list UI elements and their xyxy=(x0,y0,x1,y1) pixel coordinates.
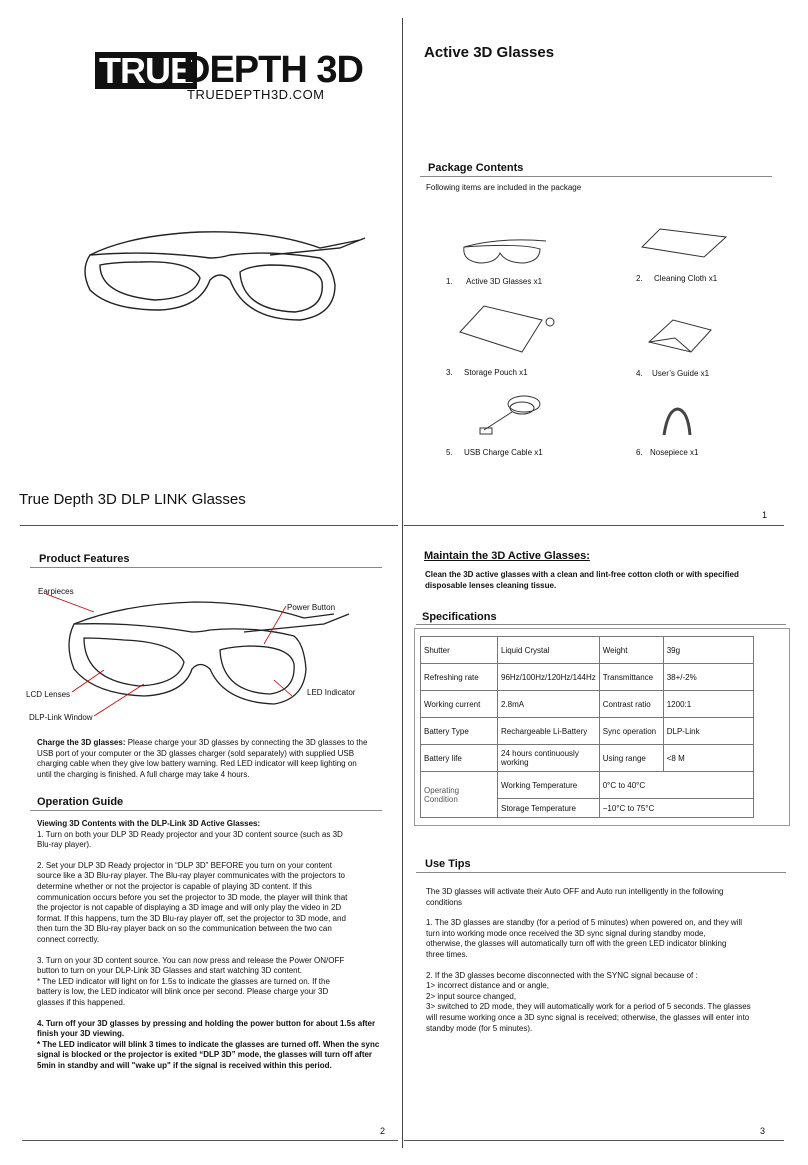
op-p1-line-1: 1. Turn on both your DLP 3D Ready projector and your 3D content source (such as 3D xyxy=(37,829,343,839)
tip1-line-4: three times. xyxy=(426,949,468,959)
spec-cell: Weight xyxy=(599,637,663,664)
bottom-divider-right xyxy=(404,1140,784,1141)
item-5-label: USB Charge Cable x1 xyxy=(464,448,543,457)
maintain-line-2: disposable lenses cleaning tissue. xyxy=(425,580,557,590)
item-6-num: 6. xyxy=(636,448,643,457)
item-5-num: 5. xyxy=(446,448,453,457)
op-p2-line-4: communication occurs before you set the projector to 3D mode, the player will think that xyxy=(37,892,348,902)
tips-intro-2: conditions xyxy=(426,897,463,907)
operation-subheading: Viewing 3D Contents with the DLP-Link 3D Active Glasses: xyxy=(37,819,261,828)
maintain-heading: Maintain the 3D Active Glasses: xyxy=(424,550,590,562)
spec-cell: Storage Temperature xyxy=(498,799,600,818)
spec-cell: Refreshing rate xyxy=(421,664,498,691)
op-p4-line-4: signal is blocked or the projector is exited “DLP 3D” mode, the glasses will turn off after xyxy=(37,1050,373,1060)
op-p4-line-1: 4. Turn off your 3D glasses by pressing and holding the power button for about 1.5s after xyxy=(37,1018,376,1028)
package-intro: Following items are included in the package xyxy=(426,183,582,192)
tip1-line-3: otherwise, the glasses will automatically turn off with the green LED indicator blinking xyxy=(426,939,727,949)
spec-cell: 39g xyxy=(663,637,753,664)
spec-cell: −10°C to 75°C xyxy=(599,799,753,818)
table-row xyxy=(421,745,754,772)
pkg-pouch-icon xyxy=(458,302,558,354)
op-p3-line-2: button to turn on your DLP-Link 3D Glasses and start watching 3D content. xyxy=(37,966,303,976)
op-p3-line-4: battery is low, the LED indicator will blink once per second. Please charge your 3D xyxy=(37,987,329,997)
pkg-guide-icon xyxy=(645,318,715,354)
operation-heading-rule xyxy=(30,810,382,811)
callout-power-button: Power Button xyxy=(287,603,336,612)
tip1-line-1: 1. The 3D glasses are standby (for a period of 5 minutes) when powered on, and they will xyxy=(426,918,743,928)
tips-body xyxy=(426,887,786,1034)
tip2-line-3: 2> input source changed, xyxy=(426,991,517,1001)
features-heading: Product Features xyxy=(39,553,130,565)
operation-body xyxy=(37,819,393,1071)
table-row xyxy=(421,664,754,691)
callout-dlp-link-window: DLP-Link Window xyxy=(29,713,93,722)
item-1-num: 1. xyxy=(446,277,453,286)
op-p1-line-2: Blu-ray player). xyxy=(37,840,92,850)
package-heading-rule xyxy=(420,176,772,177)
op-p3-line-3: * The LED indicator will light on for 1.5s to indicate the glasses are turned on. If the xyxy=(37,976,330,986)
tip2-line-6: standby mode (for 5 minutes). xyxy=(426,1023,533,1033)
table-row xyxy=(421,772,754,799)
spec-cell: <8 M xyxy=(663,745,753,772)
item-6-label: Nosepiece x1 xyxy=(650,448,699,457)
op-p4-line-2: finish your 3D viewing. xyxy=(37,1029,125,1039)
maintain-line-1: Clean the 3D active glasses with a clean and lint-free cotton cloth or with specified xyxy=(425,570,739,579)
tips-intro-1: The 3D glasses will activate their Auto OFF and Auto run intelligently in the following xyxy=(426,887,724,896)
charge-line-1: Please charge your 3D glasses by connecting the 3D glasses to the xyxy=(127,738,368,747)
pkg-cloth-icon xyxy=(640,225,730,260)
op-p2-line-6: format. If this happens, turn the 3D Blu-ray player off, set the projector to 3D mode, and xyxy=(37,913,346,923)
spec-cell: Battery life xyxy=(421,745,498,772)
active-glasses-title: Active 3D Glasses xyxy=(424,44,555,61)
spec-cell: 0°C to 40°C xyxy=(599,772,753,799)
op-p2-line-8: connect correctly. xyxy=(37,934,100,944)
charge-paragraph xyxy=(37,738,393,780)
item-2-num: 2. xyxy=(636,274,643,283)
pkg-glasses-icon xyxy=(460,235,550,271)
tips-heading: Use Tips xyxy=(425,858,471,870)
item-3-label: Storage Pouch x1 xyxy=(464,368,528,377)
features-heading-rule xyxy=(30,567,382,568)
callout-led-indicator: LED Indicator xyxy=(307,688,356,697)
spec-cell: 38+/-2% xyxy=(663,664,753,691)
tip1-line-2: turn into working mode once received the 3D sync signal during standby mode, xyxy=(426,928,706,938)
op-p4-line-3: * The LED indicator will blink 3 times to indicate the glasses are turned off. When the sync xyxy=(37,1039,380,1049)
op-p2-line-3: determine whether or not the projector is capable of playing 3D content. If this xyxy=(37,881,312,891)
spec-cell: Sync operation xyxy=(599,718,663,745)
op-p2-line-7: then turn the 3D Blu-ray player back on so the communication between the two can xyxy=(37,924,332,934)
spec-cell: Working Temperature xyxy=(498,772,600,799)
spec-cell: 96Hz/100Hz/120Hz/144Hz xyxy=(498,664,600,691)
callout-lcd-lenses: LCD Lenses xyxy=(26,690,71,699)
logo-url: TRUEDEPTH3D.COM xyxy=(187,87,325,102)
pkg-nosepiece-icon xyxy=(660,405,694,441)
center-divider xyxy=(402,18,403,1148)
charge-line-2: USB port of your computer or the 3D glasses charger (sold separately) with supplied USB xyxy=(37,748,355,758)
spec-cell: Battery Type xyxy=(421,718,498,745)
operation-heading: Operation Guide xyxy=(37,796,124,808)
spec-cell: Liquid Crystal xyxy=(498,637,600,664)
callout-earpieces: Earpieces xyxy=(38,587,74,596)
spec-cell: Shutter xyxy=(421,637,498,664)
tip2-line-4: 3> switched to 2D mode, they will automatically work for a period of 5 seconds. The glasses xyxy=(426,1002,751,1012)
page-number-1: 1 xyxy=(762,510,768,520)
spec-cell: 24 hours continuously working xyxy=(498,745,600,772)
tips-heading-rule xyxy=(416,872,786,873)
table-row xyxy=(421,637,754,664)
page-number-3: 3 xyxy=(760,1126,766,1136)
maintain-body xyxy=(425,570,785,591)
package-heading: Package Contents xyxy=(428,162,524,174)
page-number-2: 2 xyxy=(380,1126,386,1136)
item-1-label: Active 3D Glasses x1 xyxy=(466,277,543,286)
spec-cell: Contrast ratio xyxy=(599,691,663,718)
op-p4-line-5: 5min in standby and will "wake up" if the signal is received within this period. xyxy=(37,1060,332,1070)
specs-heading: Specifications xyxy=(422,611,497,623)
bottom-divider-left xyxy=(22,1140,398,1141)
charge-title: Charge the 3D glasses: xyxy=(37,738,126,747)
spec-cell: Using range xyxy=(599,745,663,772)
mid-divider-left xyxy=(20,525,398,526)
item-3-num: 3. xyxy=(446,368,453,377)
tip2-line-1: 2. If the 3D glasses become disconnected with the SYNC signal because of : xyxy=(426,970,698,980)
mid-divider-right xyxy=(404,525,784,526)
tip2-line-5: will resume working once a 3D sync signal is received; otherwise, the glasses will enter into xyxy=(426,1012,750,1022)
logo-word-true: TRUE xyxy=(95,52,197,89)
spec-cell: Transmittance xyxy=(599,664,663,691)
op-p2-line-5: the projector is not capable of displaying a 3D image and will only play the video in 2D xyxy=(37,903,342,913)
op-p3-line-5: glasses if this happened. xyxy=(37,997,126,1007)
item-4-num: 4. xyxy=(636,369,643,378)
spec-cell: DLP-Link xyxy=(663,718,753,745)
charge-line-4: until the charging is finished. A full charge may take 4 hours. xyxy=(37,769,250,779)
pkg-usb-cable-icon xyxy=(478,392,548,440)
op-p3-line-1: 3. Turn on your 3D content source. You can now press and release the Power ON/OFF xyxy=(37,955,345,965)
logo-word-depth: DEPTH 3D xyxy=(183,49,363,91)
spec-cell: Working current xyxy=(421,691,498,718)
spec-cell: 1200:1 xyxy=(663,691,753,718)
spec-cell-operating-condition: Operating Condition xyxy=(421,772,498,818)
specs-heading-rule xyxy=(416,624,786,625)
spec-cell: 2.8mA xyxy=(498,691,600,718)
spec-cell: Rechargeable Li-Battery xyxy=(498,718,600,745)
table-row xyxy=(421,718,754,745)
table-row xyxy=(421,691,754,718)
specs-table xyxy=(420,636,754,818)
tip2-line-2: 1> incorrect distance and or angle, xyxy=(426,981,549,991)
cover-title: True Depth 3D DLP LINK Glasses xyxy=(19,491,246,508)
item-2-label: Cleaning Cloth x1 xyxy=(654,274,718,283)
op-p2-line-2: source like a 3D Blu-ray player. The Blu-ray player communicates with the projectors to xyxy=(37,871,345,881)
glasses-cover-image xyxy=(70,210,370,340)
item-4-label: User’s Guide x1 xyxy=(652,369,710,378)
op-p2-line-1: 2. Set your DLP 3D Ready projector in “DLP 3D” BEFORE you turn on your content xyxy=(37,860,332,870)
charge-line-3: charging cable when they give low battery warning. Red LED indicator will keep lighting on xyxy=(37,759,357,769)
